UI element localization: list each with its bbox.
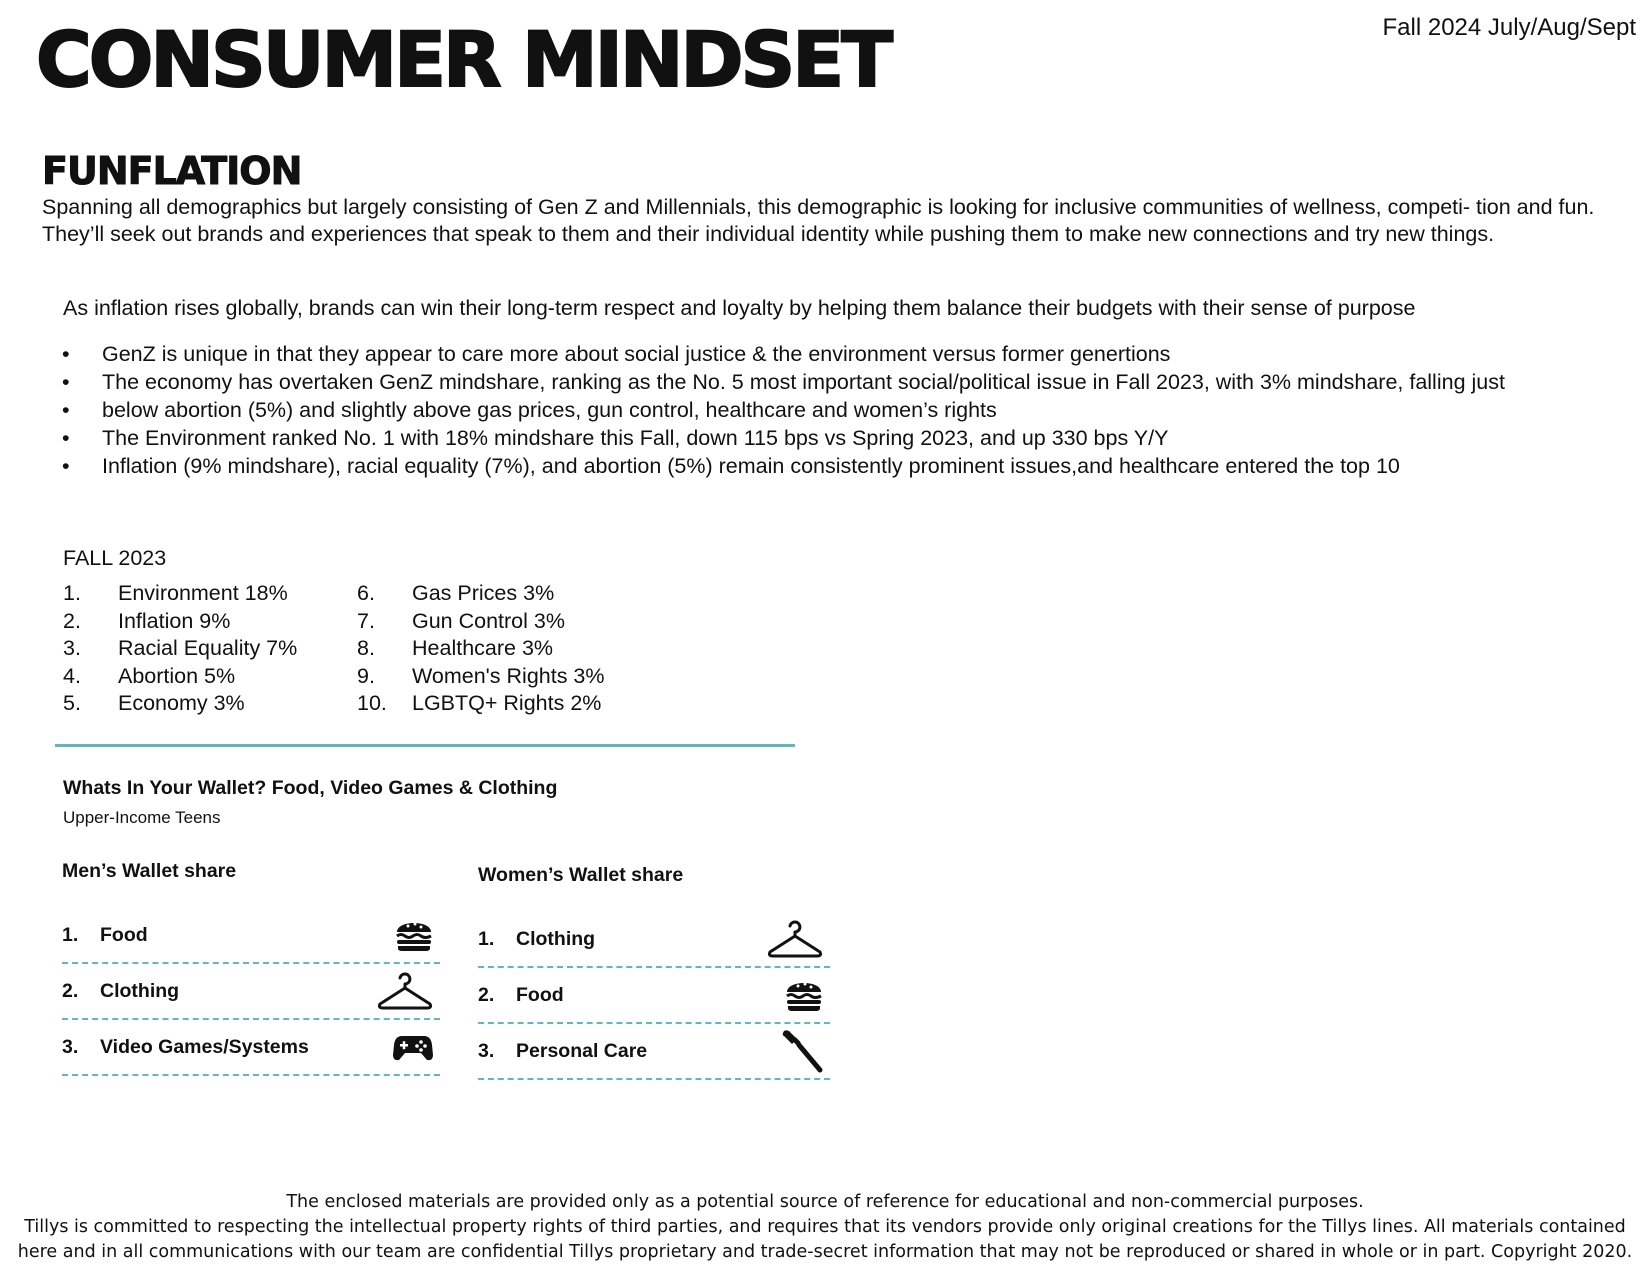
bullet-item: • The Environment ranked No. 1 with 18% mindshare this Fall, down 115 bps vs Spring 2023, and up 330 bps Y/Y [58,424,1598,452]
ranking-number: 4. [63,663,81,688]
wallet-label: Clothing [516,927,596,950]
ranking-number: 8. [357,636,375,660]
makeup-brush-icon [780,1028,824,1074]
wallet-rank: 2. [478,983,495,1006]
disclaimer-footer [0,1190,1650,1265]
wallet-row-clothing [62,964,440,1020]
bullet-list [58,340,1598,480]
footer-line: The enclosed materials are provided only as a potential source of reference for educational and non-commercial purposes. [286,1192,1364,1212]
ranking-list-left [63,580,297,718]
wallet-label: Food [100,923,148,946]
ranking-number: 7. [357,608,375,633]
mens-wallet-heading: Men’s Wallet share [62,860,237,882]
ranking-item [63,690,297,718]
burger-icon [784,977,824,1013]
wallet-rank: 1. [478,927,495,950]
ranking-label: Inflation 9% [118,608,231,633]
ranking-label: LGBTQ+ Rights 2% [412,691,602,715]
ranking-number: 3. [63,636,81,660]
date-label: Fall 2024 July/Aug/Sept [1382,14,1636,41]
wallet-rank: 2. [62,979,79,1002]
ranking-label: Economy 3% [118,691,245,715]
wallet-label: Food [516,983,564,1006]
wallet-title: Whats In Your Wallet? Food, Video Games & Clothing [63,777,558,799]
hanger-icon [766,918,824,960]
lead-paragraph: As inflation rises globally, brands can win their long-term respect and loyalty by helping them balance their budgets with their sense of purpose [63,296,1416,320]
ranking-label: Healthcare 3% [412,636,554,660]
bullet-item: • GenZ is unique in that they appear to care more about social justice & the environment versus former genertions [58,340,1598,368]
wallet-row-video-games [62,1020,440,1076]
womens-wallet-heading: Women’s Wallet share [478,864,684,886]
ranking-item [357,608,605,636]
section-title: FUNFLATION [42,149,302,193]
section-divider [55,744,795,747]
ranking-item [63,663,297,691]
wallet-label: Clothing [100,979,180,1002]
wallet-label: Video Games/Systems [100,1035,309,1058]
footer-line: Tillys is committed to respecting the intellectual property rights of third parties, and requires that its vendors provide only original creations for the Tillys lines. All materials contained [24,1217,1626,1237]
ranking-number: 6. [357,581,375,605]
ranking-item [357,690,605,718]
womens-wallet-share [478,864,858,1080]
wallet-row-personal-care [478,1024,830,1080]
ranking-number: 9. [357,663,375,688]
burger-icon [394,917,434,953]
wallet-row-food [478,968,830,1024]
bullet-item: • The economy has overtaken GenZ mindshare, ranking as the No. 5 most important social/political issue in Fall 2023, with 3% mindshare, falling just [58,368,1598,396]
ranking-item [357,663,605,691]
footer-line: here and in all communications with our team are confidential Tillys proprietary and trade-secret information that may not be reproduced or shared in whole or in part. Copyright 2020. [17,1242,1633,1262]
ranking-item [357,580,605,608]
ranking-label: Women's Rights 3% [412,663,605,688]
ranking-label: Racial Equality 7% [118,636,298,660]
hanger-icon [376,970,434,1012]
intro-paragraph: Spanning all demographics but largely consisting of Gen Z and Millennials, this demographic is looking for inclusive communities of wellness, competi- tion and fun. They’ll seek out brands and experiences that speak to them and their individual identity while pushing them to make new connections and try new things. [42,195,1595,246]
ranking-number: 10. [357,691,387,715]
ranking-label: Environment 18% [118,581,288,605]
page-title: CONSUMER MINDSET [36,15,891,104]
ranking-label: Abortion 5% [118,663,236,688]
wallet-label: Personal Care [516,1039,648,1062]
gamepad-icon [392,1031,434,1063]
ranking-label: Gun Control 3% [412,608,565,633]
ranking-list-right [357,580,605,718]
ranking-item [63,608,297,636]
ranking-item [63,580,297,608]
ranking-number: 5. [63,691,81,715]
wallet-rank: 1. [62,923,79,946]
bullet-item: • Inflation (9% mindshare), racial equality (7%), and abortion (5%) remain consistently prominent issues,and healthcare entered the top 10 [58,452,1598,480]
ranking-number: 1. [63,581,81,605]
wallet-row-clothing [478,912,830,968]
wallet-row-food [62,908,440,964]
ranking-number: 2. [63,608,81,633]
ranking-label: Gas Prices 3% [412,581,555,605]
wallet-rank: 3. [478,1039,495,1062]
bullet-item: • below abortion (5%) and slightly above gas prices, gun control, healthcare and women’s rights [58,396,1598,424]
wallet-rank: 3. [62,1035,79,1058]
ranking-item [357,635,605,663]
ranking-item [63,635,297,663]
wallet-subtitle: Upper-Income Teens [63,808,221,827]
fall-ranking-heading: FALL 2023 [63,546,167,570]
mens-wallet-share [62,860,442,1076]
